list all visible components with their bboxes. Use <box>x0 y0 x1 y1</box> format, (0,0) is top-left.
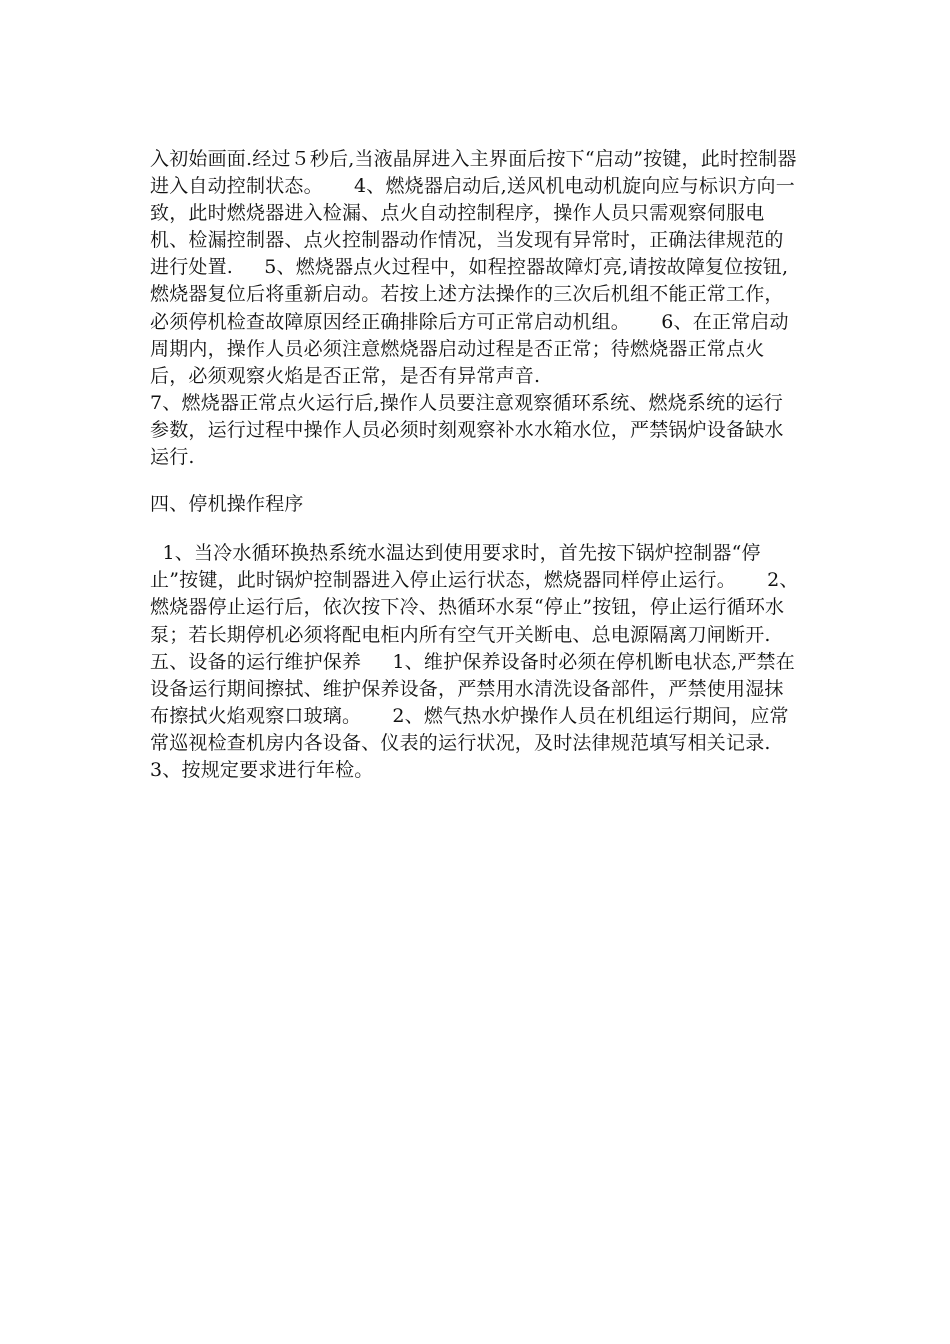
body-paragraph-startup: 入初始画面.经过５秒后,当液晶屏进入主界面后按下“启动”按键，此时控制器进入自动控制状态。 4、燃烧器启动后,送风机电动机旋向应与标识方向一致，此时燃烧器进入检漏、点火自动控制程序，操作人员只需观察伺服电机、检漏控制器、点火控制器动作情况，当发现有异常时，正确法律规范的进行处置. 5、燃烧器点火过程中，如程控器故障灯亮,请按故障复位按钮,燃烧器复位后将重新启动。若按上述方法操作的三次后机组不能正常工作，必须停机检查故障原因经正确排除后方可正常启动机组。 6、在正常启动周期内，操作人员必须注意燃烧器启动过程是否正常；待燃烧器正常点火后，必须观察火焰是否正常，是否有异常声音. 7、燃烧器正常点火运行后,操作人员要注意观察循环系统、燃烧系统的运行参数，运行过程中操作人员必须时刻观察补水水箱水位，严禁锅炉设备缺水运行. <box>150 148 797 469</box>
body-paragraph-shutdown: 1、当冷水循环换热系统水温达到使用要求时，首先按下锅炉控制器“停止”按键，此时锅炉控制器进入停止运行状态，燃烧器同样停止运行。 2、燃烧器停止运行后，依次按下冷、热循环水泵“停止”按钮，停止运行循环水泵；若长期停机必须将配电柜内所有空气开关断电、总电源隔离刀闸断开. 五、设备的运行维护保养 1、维护保养设备时必须在停机断电状态,严禁在设备运行期间擦拭、维护保养设备，严禁用水清洗设备部件，严禁使用湿抹布擦拭火焰观察口玻璃。 2、燃气热水炉操作人员在机组运行期间，应常常巡视检查机房内各设备、仪表的运行状况，及时法律规范填写相关记录.3、按规定要求进行年检。 <box>150 542 799 781</box>
document-body <box>150 146 802 784</box>
section-heading-shutdown: 四、停机操作程序 <box>150 493 304 516</box>
